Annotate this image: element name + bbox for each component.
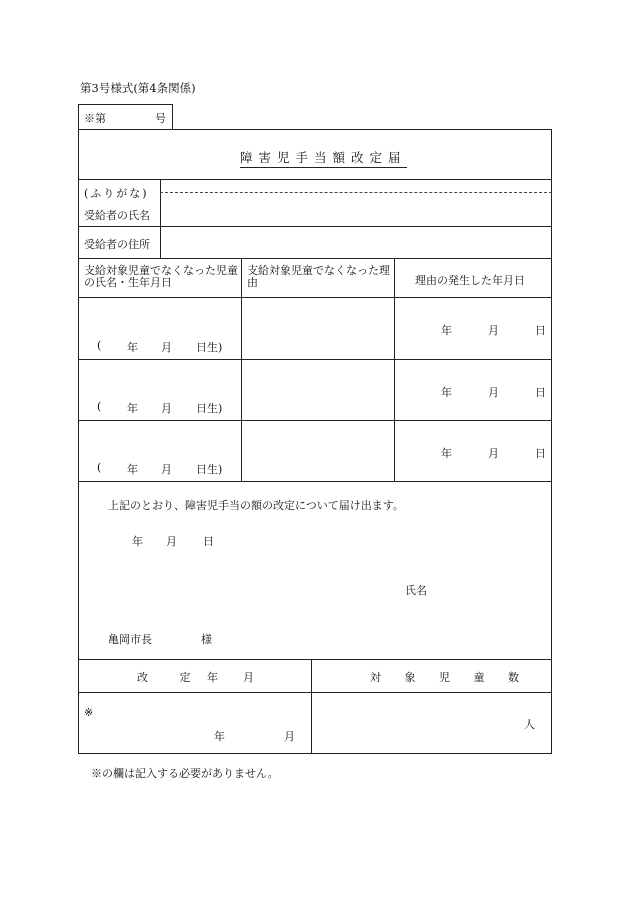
declaration-name-label: 氏名 xyxy=(405,584,427,597)
row2-birth-open: ( xyxy=(97,400,102,413)
divider-row2 xyxy=(78,420,552,421)
divider-table-header xyxy=(78,297,552,298)
divider-address xyxy=(78,258,552,259)
furigana-field[interactable] xyxy=(162,181,550,191)
revision-month: 月 xyxy=(284,730,295,743)
row3-date-day: 日 xyxy=(535,447,546,460)
divider-row3 xyxy=(78,481,552,482)
row2-birth-month: 月 xyxy=(161,402,172,415)
declaration-date-month: 月 xyxy=(166,535,177,548)
divider-name xyxy=(78,226,552,227)
table-col-divider-1 xyxy=(241,258,242,481)
row2-birth-day: 日生) xyxy=(196,402,223,415)
furigana-dashed-line xyxy=(160,192,552,193)
footnote: ※の欄は記入する必要がありません。 xyxy=(91,767,279,780)
row1-birth-open: ( xyxy=(97,339,102,352)
row1-birth-year: 年 xyxy=(127,341,138,354)
revision-header-year: 年 xyxy=(207,671,218,684)
row1-birth-month: 月 xyxy=(161,341,172,354)
reception-dai: ※第 xyxy=(84,112,106,125)
row1-date-year: 年 xyxy=(441,324,452,337)
declaration-statement: 上記のとおり、障害児手当の額の改定について届け出ます。 xyxy=(108,499,404,512)
row2-date-day: 日 xyxy=(535,386,546,399)
declaration-date-day: 日 xyxy=(203,535,214,548)
revision-header-divider xyxy=(78,692,552,693)
revision-child-count-unit: 人 xyxy=(524,718,535,731)
revision-year: 年 xyxy=(214,730,225,743)
row2-birth-year: 年 xyxy=(127,402,138,415)
table-header-date: 理由の発生した年月日 xyxy=(415,274,525,287)
revision-official-mark: ※ xyxy=(84,706,94,719)
row3-date-month: 月 xyxy=(488,447,499,460)
table-col-divider-2 xyxy=(394,258,395,481)
furigana-label: (ふりがな) xyxy=(84,187,149,200)
form-title: 障害児手当額改定届 xyxy=(240,148,407,168)
divider-title xyxy=(78,179,552,180)
row1-birth-day: 日生) xyxy=(196,341,223,354)
row1-date-month: 月 xyxy=(488,324,499,337)
name-label: 受給者の氏名 xyxy=(84,209,150,222)
reception-go: 号 xyxy=(155,112,166,125)
row2-date-month: 月 xyxy=(488,386,499,399)
label-column-divider xyxy=(160,179,161,258)
revision-header-revise: 改 定 xyxy=(137,671,205,684)
row3-birth-open: ( xyxy=(97,461,102,474)
name-field[interactable] xyxy=(162,194,550,224)
revision-col-divider xyxy=(311,659,312,754)
declaration-date-year: 年 xyxy=(132,535,143,548)
revision-header-child-count: 対 象 児 童 数 xyxy=(370,671,529,684)
declaration-addressee: 亀岡市長 xyxy=(108,633,152,646)
row1-date-day: 日 xyxy=(535,324,546,337)
row3-date-year: 年 xyxy=(441,447,452,460)
table-header-child-name: 支給対象児童でなくなった児童の氏名・生年月日 xyxy=(84,264,238,289)
table-header-reason: 支給対象児童でなくなった理由 xyxy=(247,264,390,289)
row3-birth-day: 日生) xyxy=(196,463,223,476)
address-label: 受給者の住所 xyxy=(84,238,150,251)
address-field[interactable] xyxy=(162,228,550,256)
row3-birth-month: 月 xyxy=(161,463,172,476)
declaration-honorific: 様 xyxy=(201,633,212,646)
divider-row1 xyxy=(78,359,552,360)
form-number: 第3号様式(第4条関係) xyxy=(80,81,196,95)
row3-birth-year: 年 xyxy=(127,463,138,476)
revision-header-month: 月 xyxy=(243,671,254,684)
row2-date-year: 年 xyxy=(441,386,452,399)
